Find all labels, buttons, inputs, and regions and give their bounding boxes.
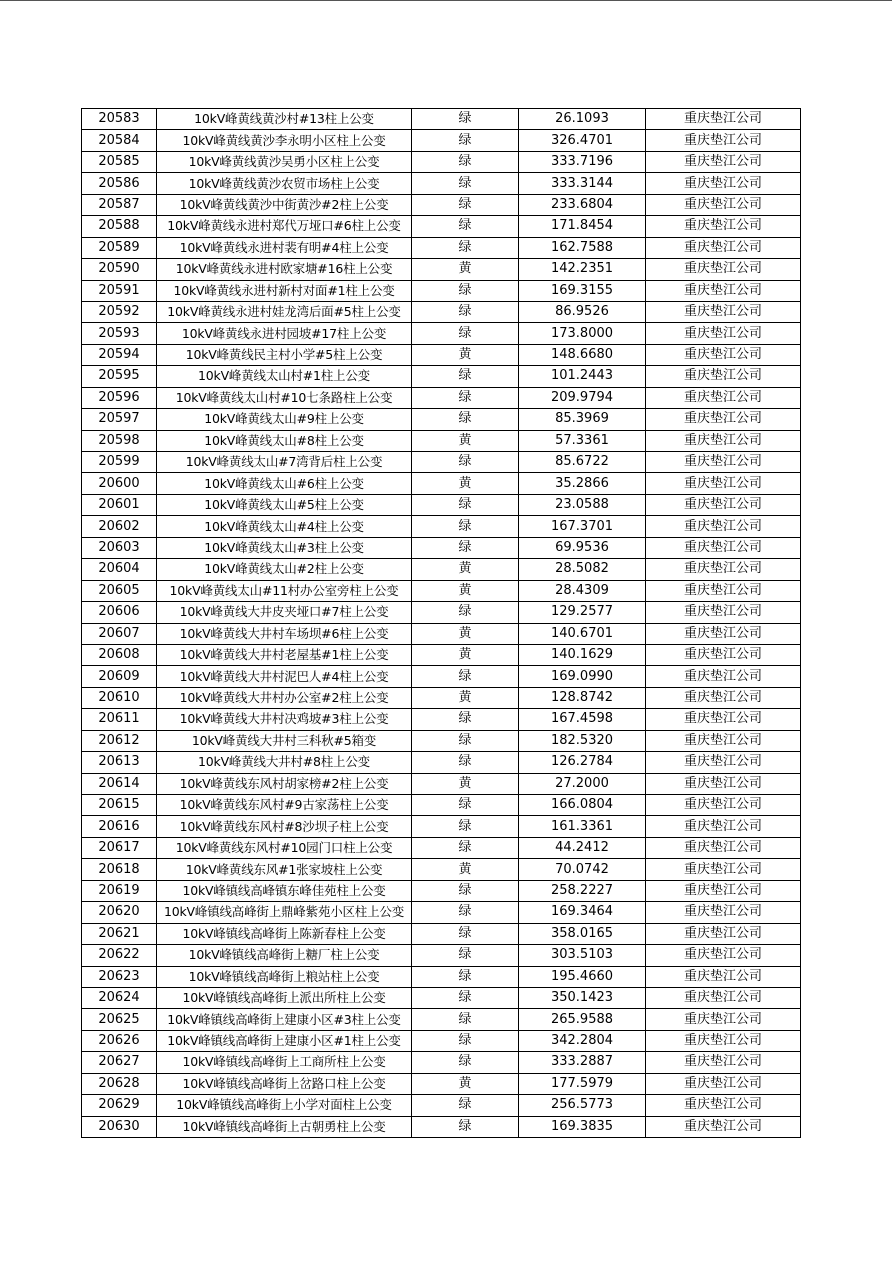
row-id-cell: 20617 bbox=[82, 837, 157, 858]
table-row bbox=[82, 580, 801, 601]
row-id-cell: 20602 bbox=[82, 516, 157, 537]
table-row bbox=[82, 773, 801, 794]
transformer-name-cell: 10kV峰黄线黄沙中街黄沙#2柱上公变 bbox=[157, 194, 412, 215]
transformer-name-cell: 10kV峰黄线黄沙李永明小区柱上公变 bbox=[157, 130, 412, 151]
status-color-cell: 绿 bbox=[412, 151, 519, 172]
table-body bbox=[82, 109, 801, 1138]
row-id-cell: 20592 bbox=[82, 301, 157, 322]
transformer-name-cell: 10kV峰黄线太山#8柱上公变 bbox=[157, 430, 412, 451]
status-color-cell: 绿 bbox=[412, 409, 519, 430]
company-cell: 重庆垫江公司 bbox=[646, 366, 801, 387]
load-value-cell: 85.3969 bbox=[519, 409, 646, 430]
load-value-cell: 161.3361 bbox=[519, 816, 646, 837]
transformer-name-cell: 10kV峰镇线高峰街上岔路口柱上公变 bbox=[157, 1073, 412, 1094]
company-cell: 重庆垫江公司 bbox=[646, 237, 801, 258]
transformer-name-cell: 10kV峰黄线大井皮夹垭口#7柱上公变 bbox=[157, 602, 412, 623]
company-cell: 重庆垫江公司 bbox=[646, 623, 801, 644]
status-color-cell: 黄 bbox=[412, 259, 519, 280]
row-id-cell: 20598 bbox=[82, 430, 157, 451]
load-value-cell: 166.0804 bbox=[519, 795, 646, 816]
row-id-cell: 20594 bbox=[82, 344, 157, 365]
load-value-cell: 26.1093 bbox=[519, 109, 646, 130]
row-id-cell: 20587 bbox=[82, 194, 157, 215]
page-top-border bbox=[0, 0, 892, 1]
transformer-name-cell: 10kV峰黄线黄沙农贸市场柱上公变 bbox=[157, 173, 412, 194]
row-id-cell: 20615 bbox=[82, 795, 157, 816]
transformer-name-cell: 10kV峰黄线大井村决鸡坡#3柱上公变 bbox=[157, 709, 412, 730]
load-value-cell: 142.2351 bbox=[519, 259, 646, 280]
load-value-cell: 169.3155 bbox=[519, 280, 646, 301]
company-cell: 重庆垫江公司 bbox=[646, 409, 801, 430]
company-cell: 重庆垫江公司 bbox=[646, 1009, 801, 1030]
load-value-cell: 23.0588 bbox=[519, 494, 646, 515]
status-color-cell: 绿 bbox=[412, 1030, 519, 1051]
load-value-cell: 44.2412 bbox=[519, 837, 646, 858]
row-id-cell: 20601 bbox=[82, 494, 157, 515]
company-cell: 重庆垫江公司 bbox=[646, 216, 801, 237]
load-value-cell: 140.1629 bbox=[519, 644, 646, 665]
table-row bbox=[82, 859, 801, 880]
transformer-name-cell: 10kV峰镇线高峰街上古朝勇柱上公变 bbox=[157, 1116, 412, 1137]
status-color-cell: 绿 bbox=[412, 837, 519, 858]
table-row bbox=[82, 537, 801, 558]
status-color-cell: 绿 bbox=[412, 173, 519, 194]
company-cell: 重庆垫江公司 bbox=[646, 795, 801, 816]
transformer-name-cell: 10kV峰黄线太山#3柱上公变 bbox=[157, 537, 412, 558]
table-row bbox=[82, 945, 801, 966]
table-row bbox=[82, 644, 801, 665]
load-value-cell: 233.6804 bbox=[519, 194, 646, 215]
table-row bbox=[82, 130, 801, 151]
company-cell: 重庆垫江公司 bbox=[646, 537, 801, 558]
load-value-cell: 333.7196 bbox=[519, 151, 646, 172]
load-value-cell: 57.3361 bbox=[519, 430, 646, 451]
status-color-cell: 黄 bbox=[412, 430, 519, 451]
transformer-name-cell: 10kV峰黄线永进村新村对面#1柱上公变 bbox=[157, 280, 412, 301]
company-cell: 重庆垫江公司 bbox=[646, 130, 801, 151]
transformer-name-cell: 10kV峰黄线太山#9柱上公变 bbox=[157, 409, 412, 430]
company-cell: 重庆垫江公司 bbox=[646, 151, 801, 172]
row-id-cell: 20606 bbox=[82, 602, 157, 623]
table-row bbox=[82, 687, 801, 708]
status-color-cell: 黄 bbox=[412, 644, 519, 665]
company-cell: 重庆垫江公司 bbox=[646, 602, 801, 623]
status-color-cell: 绿 bbox=[412, 366, 519, 387]
transformer-name-cell: 10kV峰黄线永进村园坡#17柱上公变 bbox=[157, 323, 412, 344]
company-cell: 重庆垫江公司 bbox=[646, 923, 801, 944]
table-row bbox=[82, 516, 801, 537]
row-id-cell: 20618 bbox=[82, 859, 157, 880]
status-color-cell: 黄 bbox=[412, 344, 519, 365]
company-cell: 重庆垫江公司 bbox=[646, 966, 801, 987]
table-row bbox=[82, 1009, 801, 1030]
load-value-cell: 140.6701 bbox=[519, 623, 646, 644]
load-value-cell: 333.2887 bbox=[519, 1052, 646, 1073]
row-id-cell: 20585 bbox=[82, 151, 157, 172]
table-row bbox=[82, 387, 801, 408]
table-row bbox=[82, 194, 801, 215]
company-cell: 重庆垫江公司 bbox=[646, 837, 801, 858]
transformer-name-cell: 10kV峰黄线大井村泥巴人#4柱上公变 bbox=[157, 666, 412, 687]
company-cell: 重庆垫江公司 bbox=[646, 859, 801, 880]
transformer-name-cell: 10kV峰黄线东风#1张家坡柱上公变 bbox=[157, 859, 412, 880]
table-row bbox=[82, 409, 801, 430]
status-color-cell: 绿 bbox=[412, 902, 519, 923]
transformer-name-cell: 10kV峰黄线太山#4柱上公变 bbox=[157, 516, 412, 537]
company-cell: 重庆垫江公司 bbox=[646, 173, 801, 194]
load-value-cell: 171.8454 bbox=[519, 216, 646, 237]
table-row bbox=[82, 730, 801, 751]
table-row bbox=[82, 752, 801, 773]
company-cell: 重庆垫江公司 bbox=[646, 902, 801, 923]
row-id-cell: 20630 bbox=[82, 1116, 157, 1137]
status-color-cell: 绿 bbox=[412, 666, 519, 687]
company-cell: 重庆垫江公司 bbox=[646, 494, 801, 515]
load-value-cell: 303.5103 bbox=[519, 945, 646, 966]
status-color-cell: 绿 bbox=[412, 923, 519, 944]
load-value-cell: 28.4309 bbox=[519, 580, 646, 601]
company-cell: 重庆垫江公司 bbox=[646, 816, 801, 837]
company-cell: 重庆垫江公司 bbox=[646, 1052, 801, 1073]
status-color-cell: 绿 bbox=[412, 301, 519, 322]
load-value-cell: 129.2577 bbox=[519, 602, 646, 623]
row-id-cell: 20584 bbox=[82, 130, 157, 151]
row-id-cell: 20610 bbox=[82, 687, 157, 708]
company-cell: 重庆垫江公司 bbox=[646, 473, 801, 494]
row-id-cell: 20583 bbox=[82, 109, 157, 130]
transformer-name-cell: 10kV峰镇线高峰街上工商所柱上公变 bbox=[157, 1052, 412, 1073]
transformer-name-cell: 10kV峰镇线高峰街上小学对面柱上公变 bbox=[157, 1095, 412, 1116]
status-color-cell: 绿 bbox=[412, 1009, 519, 1030]
load-value-cell: 350.1423 bbox=[519, 987, 646, 1008]
row-id-cell: 20590 bbox=[82, 259, 157, 280]
company-cell: 重庆垫江公司 bbox=[646, 580, 801, 601]
load-value-cell: 35.2866 bbox=[519, 473, 646, 494]
row-id-cell: 20588 bbox=[82, 216, 157, 237]
company-cell: 重庆垫江公司 bbox=[646, 430, 801, 451]
transformer-name-cell: 10kV峰黄线太山#6柱上公变 bbox=[157, 473, 412, 494]
table-row bbox=[82, 237, 801, 258]
company-cell: 重庆垫江公司 bbox=[646, 387, 801, 408]
load-value-cell: 209.9794 bbox=[519, 387, 646, 408]
status-color-cell: 黄 bbox=[412, 859, 519, 880]
table-row bbox=[82, 709, 801, 730]
status-color-cell: 黄 bbox=[412, 687, 519, 708]
load-value-cell: 256.5773 bbox=[519, 1095, 646, 1116]
status-color-cell: 绿 bbox=[412, 966, 519, 987]
transformer-name-cell: 10kV峰黄线太山#11村办公室旁柱上公变 bbox=[157, 580, 412, 601]
company-cell: 重庆垫江公司 bbox=[646, 987, 801, 1008]
load-value-cell: 167.4598 bbox=[519, 709, 646, 730]
status-color-cell: 绿 bbox=[412, 1052, 519, 1073]
load-value-cell: 177.5979 bbox=[519, 1073, 646, 1094]
transformer-name-cell: 10kV峰黄线大井村车场坝#6柱上公变 bbox=[157, 623, 412, 644]
row-id-cell: 20597 bbox=[82, 409, 157, 430]
table-row bbox=[82, 1052, 801, 1073]
status-color-cell: 绿 bbox=[412, 323, 519, 344]
row-id-cell: 20611 bbox=[82, 709, 157, 730]
row-id-cell: 20616 bbox=[82, 816, 157, 837]
row-id-cell: 20593 bbox=[82, 323, 157, 344]
transformer-name-cell: 10kV峰黄线太山村#10七条路柱上公变 bbox=[157, 387, 412, 408]
transformer-name-cell: 10kV峰黄线东风村胡家榜#2柱上公变 bbox=[157, 773, 412, 794]
row-id-cell: 20607 bbox=[82, 623, 157, 644]
status-color-cell: 绿 bbox=[412, 452, 519, 473]
transformer-name-cell: 10kV峰黄线永进村欧家塘#16柱上公变 bbox=[157, 259, 412, 280]
company-cell: 重庆垫江公司 bbox=[646, 109, 801, 130]
company-cell: 重庆垫江公司 bbox=[646, 559, 801, 580]
row-id-cell: 20623 bbox=[82, 966, 157, 987]
load-value-cell: 169.3464 bbox=[519, 902, 646, 923]
row-id-cell: 20613 bbox=[82, 752, 157, 773]
table-row bbox=[82, 173, 801, 194]
load-value-cell: 69.9536 bbox=[519, 537, 646, 558]
transformer-name-cell: 10kV峰黄线太山#2柱上公变 bbox=[157, 559, 412, 580]
row-id-cell: 20596 bbox=[82, 387, 157, 408]
row-id-cell: 20608 bbox=[82, 644, 157, 665]
company-cell: 重庆垫江公司 bbox=[646, 1073, 801, 1094]
row-id-cell: 20605 bbox=[82, 580, 157, 601]
row-id-cell: 20591 bbox=[82, 280, 157, 301]
status-color-cell: 绿 bbox=[412, 387, 519, 408]
row-id-cell: 20626 bbox=[82, 1030, 157, 1051]
status-color-cell: 绿 bbox=[412, 752, 519, 773]
table-row bbox=[82, 816, 801, 837]
transformer-name-cell: 10kV峰黄线太山村#1柱上公变 bbox=[157, 366, 412, 387]
status-color-cell: 绿 bbox=[412, 730, 519, 751]
load-value-cell: 358.0165 bbox=[519, 923, 646, 944]
company-cell: 重庆垫江公司 bbox=[646, 752, 801, 773]
table-row bbox=[82, 216, 801, 237]
status-color-cell: 绿 bbox=[412, 494, 519, 515]
transformer-name-cell: 10kV峰黄线太山#7湾背后柱上公变 bbox=[157, 452, 412, 473]
table-row bbox=[82, 559, 801, 580]
status-color-cell: 绿 bbox=[412, 130, 519, 151]
row-id-cell: 20586 bbox=[82, 173, 157, 194]
row-id-cell: 20612 bbox=[82, 730, 157, 751]
transformer-name-cell: 10kV峰镇线高峰街上建康小区#3柱上公变 bbox=[157, 1009, 412, 1030]
load-value-cell: 86.9526 bbox=[519, 301, 646, 322]
transformer-name-cell: 10kV峰镇线高峰街上粮站柱上公变 bbox=[157, 966, 412, 987]
load-value-cell: 195.4660 bbox=[519, 966, 646, 987]
table-row bbox=[82, 430, 801, 451]
transformer-name-cell: 10kV峰黄线大井村#8柱上公变 bbox=[157, 752, 412, 773]
load-value-cell: 167.3701 bbox=[519, 516, 646, 537]
row-id-cell: 20599 bbox=[82, 452, 157, 473]
table-row bbox=[82, 966, 801, 987]
load-value-cell: 162.7588 bbox=[519, 237, 646, 258]
row-id-cell: 20621 bbox=[82, 923, 157, 944]
status-color-cell: 黄 bbox=[412, 623, 519, 644]
table-row bbox=[82, 109, 801, 130]
status-color-cell: 绿 bbox=[412, 537, 519, 558]
status-color-cell: 绿 bbox=[412, 1095, 519, 1116]
status-color-cell: 黄 bbox=[412, 580, 519, 601]
company-cell: 重庆垫江公司 bbox=[646, 709, 801, 730]
table-row bbox=[82, 902, 801, 923]
table-row bbox=[82, 837, 801, 858]
table-row bbox=[82, 280, 801, 301]
table-row bbox=[82, 494, 801, 515]
company-cell: 重庆垫江公司 bbox=[646, 280, 801, 301]
status-color-cell: 绿 bbox=[412, 194, 519, 215]
table-row bbox=[82, 923, 801, 944]
company-cell: 重庆垫江公司 bbox=[646, 1030, 801, 1051]
status-color-cell: 绿 bbox=[412, 709, 519, 730]
table-row bbox=[82, 323, 801, 344]
load-value-cell: 265.9588 bbox=[519, 1009, 646, 1030]
status-color-cell: 绿 bbox=[412, 216, 519, 237]
company-cell: 重庆垫江公司 bbox=[646, 452, 801, 473]
table-row bbox=[82, 1073, 801, 1094]
load-value-cell: 333.3144 bbox=[519, 173, 646, 194]
company-cell: 重庆垫江公司 bbox=[646, 945, 801, 966]
company-cell: 重庆垫江公司 bbox=[646, 1095, 801, 1116]
load-value-cell: 126.2784 bbox=[519, 752, 646, 773]
row-id-cell: 20625 bbox=[82, 1009, 157, 1030]
transformer-name-cell: 10kV峰黄线永进村裴有明#4柱上公变 bbox=[157, 237, 412, 258]
transformer-name-cell: 10kV峰黄线东风村#9古家荡柱上公变 bbox=[157, 795, 412, 816]
transformer-name-cell: 10kV峰镇线高峰街上鼎峰紫苑小区柱上公变 bbox=[157, 902, 412, 923]
table-row bbox=[82, 301, 801, 322]
table-row bbox=[82, 452, 801, 473]
row-id-cell: 20609 bbox=[82, 666, 157, 687]
transformer-name-cell: 10kV峰镇线高峰街上陈新春柱上公变 bbox=[157, 923, 412, 944]
transformer-name-cell: 10kV峰镇线高峰街上派出所柱上公变 bbox=[157, 987, 412, 1008]
row-id-cell: 20589 bbox=[82, 237, 157, 258]
load-value-cell: 148.6680 bbox=[519, 344, 646, 365]
table-row bbox=[82, 473, 801, 494]
row-id-cell: 20600 bbox=[82, 473, 157, 494]
table-row bbox=[82, 880, 801, 901]
transformer-name-cell: 10kV峰镇线高峰镇东峰佳苑柱上公变 bbox=[157, 880, 412, 901]
load-value-cell: 258.2227 bbox=[519, 880, 646, 901]
row-id-cell: 20619 bbox=[82, 880, 157, 901]
company-cell: 重庆垫江公司 bbox=[646, 730, 801, 751]
table-row bbox=[82, 623, 801, 644]
status-color-cell: 绿 bbox=[412, 109, 519, 130]
row-id-cell: 20622 bbox=[82, 945, 157, 966]
table-row bbox=[82, 795, 801, 816]
row-id-cell: 20620 bbox=[82, 902, 157, 923]
status-color-cell: 绿 bbox=[412, 795, 519, 816]
status-color-cell: 绿 bbox=[412, 516, 519, 537]
status-color-cell: 绿 bbox=[412, 945, 519, 966]
company-cell: 重庆垫江公司 bbox=[646, 259, 801, 280]
status-color-cell: 绿 bbox=[412, 280, 519, 301]
status-color-cell: 黄 bbox=[412, 773, 519, 794]
row-id-cell: 20624 bbox=[82, 987, 157, 1008]
table-row bbox=[82, 259, 801, 280]
transformer-name-cell: 10kV峰黄线黄沙村#13柱上公变 bbox=[157, 109, 412, 130]
company-cell: 重庆垫江公司 bbox=[646, 687, 801, 708]
load-value-cell: 70.0742 bbox=[519, 859, 646, 880]
company-cell: 重庆垫江公司 bbox=[646, 644, 801, 665]
status-color-cell: 绿 bbox=[412, 880, 519, 901]
load-value-cell: 173.8000 bbox=[519, 323, 646, 344]
transformer-name-cell: 10kV峰镇线高峰街上建康小区#1柱上公变 bbox=[157, 1030, 412, 1051]
load-value-cell: 28.5082 bbox=[519, 559, 646, 580]
company-cell: 重庆垫江公司 bbox=[646, 1116, 801, 1137]
load-value-cell: 182.5320 bbox=[519, 730, 646, 751]
table-row bbox=[82, 1095, 801, 1116]
row-id-cell: 20603 bbox=[82, 537, 157, 558]
status-color-cell: 绿 bbox=[412, 816, 519, 837]
transformer-name-cell: 10kV峰黄线民主村小学#5柱上公变 bbox=[157, 344, 412, 365]
row-id-cell: 20604 bbox=[82, 559, 157, 580]
transformer-name-cell: 10kV峰黄线永进村郑代万垭口#6柱上公变 bbox=[157, 216, 412, 237]
table-row bbox=[82, 366, 801, 387]
company-cell: 重庆垫江公司 bbox=[646, 773, 801, 794]
transformer-name-cell: 10kV峰黄线黄沙吴勇小区柱上公变 bbox=[157, 151, 412, 172]
status-color-cell: 黄 bbox=[412, 473, 519, 494]
transformer-name-cell: 10kV峰镇线高峰街上糖厂柱上公变 bbox=[157, 945, 412, 966]
company-cell: 重庆垫江公司 bbox=[646, 323, 801, 344]
company-cell: 重庆垫江公司 bbox=[646, 344, 801, 365]
row-id-cell: 20614 bbox=[82, 773, 157, 794]
transformer-name-cell: 10kV峰黄线大井村老屋基#1柱上公变 bbox=[157, 644, 412, 665]
company-cell: 重庆垫江公司 bbox=[646, 666, 801, 687]
transformer-name-cell: 10kV峰黄线大井村三科秋#5箱变 bbox=[157, 730, 412, 751]
status-color-cell: 绿 bbox=[412, 987, 519, 1008]
load-value-cell: 101.2443 bbox=[519, 366, 646, 387]
load-value-cell: 27.2000 bbox=[519, 773, 646, 794]
transformer-name-cell: 10kV峰黄线大井村办公室#2柱上公变 bbox=[157, 687, 412, 708]
transformer-name-cell: 10kV峰黄线东风村#10园门口柱上公变 bbox=[157, 837, 412, 858]
transformer-name-cell: 10kV峰黄线东风村#8沙坝子柱上公变 bbox=[157, 816, 412, 837]
status-color-cell: 黄 bbox=[412, 1073, 519, 1094]
load-value-cell: 169.3835 bbox=[519, 1116, 646, 1137]
row-id-cell: 20628 bbox=[82, 1073, 157, 1094]
table-row bbox=[82, 666, 801, 687]
table-row bbox=[82, 602, 801, 623]
transformer-name-cell: 10kV峰黄线永进村娃龙湾后面#5柱上公变 bbox=[157, 301, 412, 322]
transformer-table bbox=[81, 108, 801, 1138]
status-color-cell: 绿 bbox=[412, 1116, 519, 1137]
company-cell: 重庆垫江公司 bbox=[646, 301, 801, 322]
load-value-cell: 169.0990 bbox=[519, 666, 646, 687]
row-id-cell: 20627 bbox=[82, 1052, 157, 1073]
row-id-cell: 20629 bbox=[82, 1095, 157, 1116]
company-cell: 重庆垫江公司 bbox=[646, 516, 801, 537]
table-row bbox=[82, 344, 801, 365]
table-row bbox=[82, 151, 801, 172]
status-color-cell: 黄 bbox=[412, 559, 519, 580]
table-row bbox=[82, 1116, 801, 1137]
row-id-cell: 20595 bbox=[82, 366, 157, 387]
table-row bbox=[82, 987, 801, 1008]
load-value-cell: 342.2804 bbox=[519, 1030, 646, 1051]
load-value-cell: 85.6722 bbox=[519, 452, 646, 473]
load-value-cell: 326.4701 bbox=[519, 130, 646, 151]
company-cell: 重庆垫江公司 bbox=[646, 194, 801, 215]
company-cell: 重庆垫江公司 bbox=[646, 880, 801, 901]
load-value-cell: 128.8742 bbox=[519, 687, 646, 708]
status-color-cell: 绿 bbox=[412, 602, 519, 623]
status-color-cell: 绿 bbox=[412, 237, 519, 258]
transformer-name-cell: 10kV峰黄线太山#5柱上公变 bbox=[157, 494, 412, 515]
table-row bbox=[82, 1030, 801, 1051]
